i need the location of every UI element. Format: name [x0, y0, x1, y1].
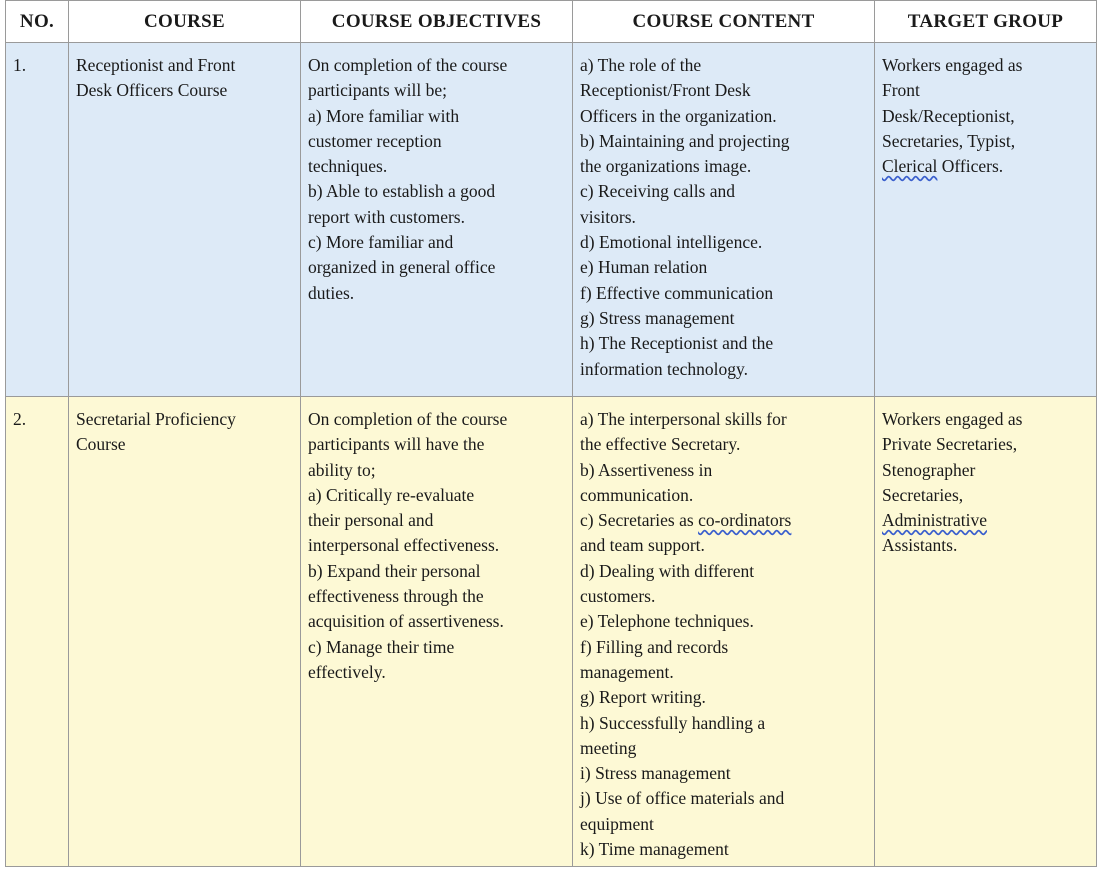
cell-line: Secretaries, Typist, — [882, 130, 1016, 151]
cell-line: c) More familiar and — [308, 232, 454, 253]
spellcheck-word: co-ordinators — [698, 510, 792, 531]
spellcheck-word: Clerical — [882, 156, 938, 177]
cell-line: a) The role of the — [580, 55, 702, 75]
cell-line: h) The Receptionist and the — [580, 333, 774, 354]
cell-line: the effective Secretary. — [580, 434, 741, 455]
cell-line: the organizations image. — [580, 156, 752, 177]
cell-line: Desk Officers Course — [76, 80, 228, 101]
cell-line: acquisition of assertiveness. — [308, 611, 504, 632]
cell-line: f) Effective communication — [580, 282, 774, 303]
cell-no — [6, 43, 69, 397]
cell-line: Secretaries, — [882, 484, 964, 505]
cell-line: e) Telephone techniques. — [580, 611, 754, 632]
cell-line: Private Secretaries, — [882, 434, 1018, 455]
cell-line: Assistants. — [882, 535, 958, 556]
cell-course — [69, 397, 301, 867]
cell-line: equipment — [580, 813, 654, 834]
cell-target — [875, 43, 1097, 397]
cell-line: Clerical Officers. — [882, 156, 1004, 177]
cell-line: their personal and — [308, 510, 434, 531]
cell-course — [69, 43, 301, 397]
cell-line: g) Report writing. — [580, 687, 706, 708]
cell-line: customer reception — [308, 130, 442, 151]
header-content: COURSE CONTENT — [573, 1, 875, 43]
cell-line: Receptionist/Front Desk — [580, 80, 751, 101]
course-table — [5, 0, 1097, 867]
cell-line: k) Time management — [580, 839, 729, 860]
cell-line: Course — [76, 434, 126, 455]
cell-line: g) Stress management — [580, 307, 735, 328]
cell-line: information technology. — [580, 358, 748, 379]
cell-line: and team support. — [580, 535, 705, 556]
cell-line: f) Filling and records — [580, 636, 729, 657]
header-row — [6, 1, 1097, 43]
cell-line: Stenographer — [882, 459, 976, 480]
cell-line: 2. — [13, 409, 27, 429]
cell-line: b) Maintaining and projecting — [580, 130, 790, 151]
cell-line: Desk/Receptionist, — [882, 105, 1015, 126]
cell-line: Officers in the organization. — [580, 105, 777, 126]
cell-line: interpersonal effectiveness. — [308, 535, 500, 556]
cell-line: d) Emotional intelligence. — [580, 232, 763, 253]
cell-line: participants will have the — [308, 434, 485, 455]
cell-no — [6, 397, 69, 867]
cell-line: i) Stress management — [580, 763, 731, 784]
cell-content — [573, 43, 875, 397]
cell-line: a) Critically re-evaluate — [308, 484, 475, 505]
cell-line — [882, 508, 1090, 533]
spellcheck-word: Administrative — [882, 510, 987, 531]
cell-target — [875, 397, 1097, 867]
cell-line: visitors. — [580, 206, 636, 227]
cell-objectives — [301, 43, 573, 397]
cell-line: b) Able to establish a good — [308, 181, 496, 202]
cell-line: b) Expand their personal — [308, 560, 481, 581]
cell-line: meeting — [580, 737, 637, 758]
cell-line: a) The interpersonal skills for — [580, 409, 787, 429]
header-target: TARGET GROUP — [875, 1, 1097, 43]
cell-line: d) Dealing with different — [580, 560, 755, 581]
cell-line: 1. — [13, 55, 27, 75]
cell-line: b) Assertiveness in — [580, 459, 713, 480]
cell-line: effectively. — [308, 661, 386, 682]
cell-objectives — [301, 397, 573, 867]
cell-line: a) More familiar with — [308, 105, 460, 126]
cell-line: c) Receiving calls and — [580, 181, 736, 202]
cell-line: communication. — [580, 484, 694, 505]
cell-line: On completion of the course — [308, 409, 508, 429]
cell-line: Workers engaged as — [882, 409, 1023, 429]
cell-line: Receptionist and Front — [76, 55, 236, 75]
cell-line: ability to; — [308, 459, 376, 480]
cell-line: c) Manage their time — [308, 636, 455, 657]
cell-line: duties. — [308, 282, 355, 303]
cell-line: Secretarial Proficiency — [76, 409, 236, 429]
cell-line: On completion of the course — [308, 55, 508, 75]
cell-line: Workers engaged as — [882, 55, 1023, 75]
cell-line: customers. — [580, 586, 656, 607]
cell-line: participants will be; — [308, 80, 447, 101]
header-course: COURSE — [69, 1, 301, 43]
cell-line: organized in general office — [308, 257, 496, 278]
header-objectives: COURSE OBJECTIVES — [301, 1, 573, 43]
cell-line: h) Successfully handling a — [580, 712, 766, 733]
cell-line: management. — [580, 661, 674, 682]
cell-content — [573, 397, 875, 867]
table-row — [6, 397, 1097, 867]
cell-line: e) Human relation — [580, 257, 708, 278]
cell-line: c) Secretaries as co-ordinators — [580, 510, 792, 531]
cell-line: effectiveness through the — [308, 586, 484, 607]
table-row — [6, 43, 1097, 397]
header-no: NO. — [6, 1, 69, 43]
cell-line: report with customers. — [308, 206, 465, 227]
cell-line: j) Use of office materials and — [580, 788, 785, 809]
cell-line: techniques. — [308, 156, 388, 177]
cell-line: Front — [882, 80, 920, 101]
